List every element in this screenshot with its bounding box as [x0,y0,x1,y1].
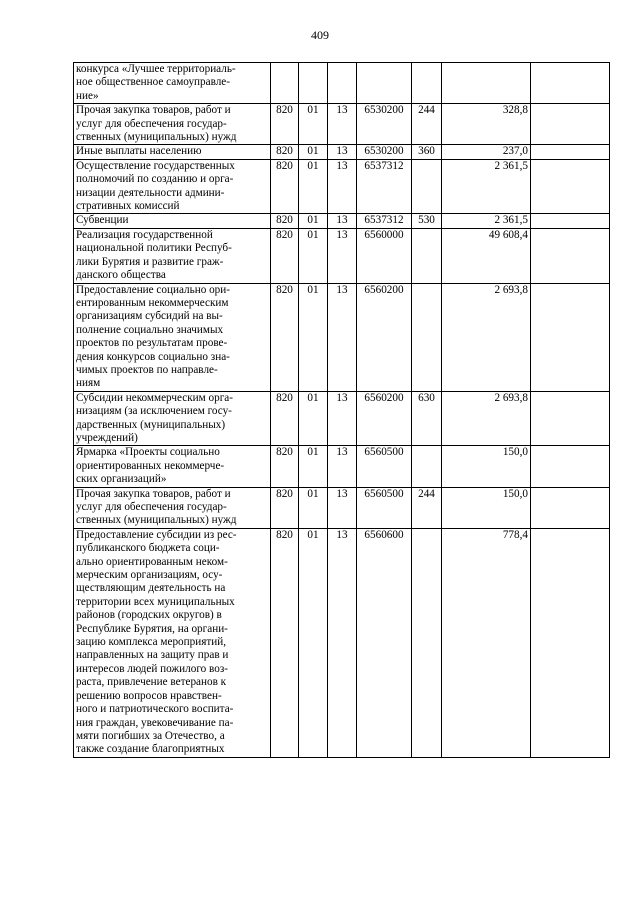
cell-item-name [74,214,271,228]
cell-extra [531,391,610,446]
cell-extra [531,283,610,391]
cell-target-article: 6537312 [357,159,412,214]
item-name-line: Предоставление социально ори- [76,283,230,296]
cell-subsection: 13 [328,145,357,159]
cell-grbs: 820 [271,159,299,214]
cell-item-name [74,283,271,391]
cell-subsection: 13 [328,104,357,145]
cell-item-name [74,145,271,159]
table-row [74,487,610,528]
item-name-line: ниям [76,377,101,390]
item-name-line: чимых проектов по направле- [76,363,218,376]
cell-subsection: 13 [328,214,357,228]
cell-grbs: 820 [271,214,299,228]
item-name-line: Прочая закупка товаров, работ и [76,104,231,117]
cell-extra [531,487,610,528]
table-row [74,104,610,145]
cell-subsection: 13 [328,283,357,391]
table-row [74,391,610,446]
cell-target-article: 6560600 [357,528,412,757]
item-name-line: национальной политики Респуб- [76,242,232,255]
item-name-line: ориентированных некоммерче- [76,459,225,472]
cell-extra [531,528,610,757]
cell-item-name [74,528,271,757]
item-name-line: Субсидии некоммерческим орга- [76,391,233,404]
item-name-line: конкурса «Лучшее территориаль- [76,63,236,75]
item-name-line: данского общества [76,269,166,282]
table-row [74,63,610,104]
cell-section: 01 [299,228,328,283]
item-name-line: мерческим организациям, осу- [76,569,223,582]
item-name-line: Ярмарка «Проекты социально [76,446,220,459]
item-name-line: полномочий по созданию и орга- [76,173,234,186]
item-name-line: решению вопросов нравствен- [76,689,222,702]
item-name-line: организациям субсидий на вы- [76,310,223,323]
cell-grbs: 820 [271,391,299,446]
cell-grbs: 820 [271,104,299,145]
cell-expense-type [412,283,442,391]
item-name-line: низации деятельности админи- [76,186,225,199]
cell-target-article: 6530200 [357,104,412,145]
cell-target-article: 6560200 [357,283,412,391]
item-name-line: Реализация государственной [76,228,213,241]
cell-grbs [271,63,299,104]
item-name-line: зацию комплекса мероприятий, [76,636,227,649]
cell-amount: 49 608,4 [442,228,531,283]
cell-target-article: 6560500 [357,446,412,487]
cell-grbs: 820 [271,487,299,528]
item-name-line: ное общественное самоуправле- [76,76,230,89]
cell-section: 01 [299,159,328,214]
cell-extra [531,214,610,228]
cell-section: 01 [299,283,328,391]
cell-amount: 2 361,5 [442,159,531,214]
cell-grbs: 820 [271,446,299,487]
cell-item-name [74,63,271,104]
cell-subsection: 13 [328,446,357,487]
cell-extra [531,104,610,145]
cell-extra [531,145,610,159]
item-name-line: ственных (муниципальных) нужд [76,514,237,527]
item-name-line: направленных на защиту прав и [76,649,229,662]
cell-subsection: 13 [328,487,357,528]
page-number: 409 [311,28,329,42]
cell-item-name [74,104,271,145]
cell-target-article: 6560000 [357,228,412,283]
cell-subsection [328,63,357,104]
cell-expense-type: 530 [412,214,442,228]
cell-amount: 2 361,5 [442,214,531,228]
item-name-line: ния граждан, увековечивание па- [76,716,234,729]
cell-item-name [74,391,271,446]
cell-item-name [74,228,271,283]
item-name-line: ально ориентированным неком- [76,555,228,568]
cell-section: 01 [299,528,328,757]
item-name-line: лики Бурятия и развитие граж- [76,255,224,268]
item-name-line: дарственных (муниципальных) [76,418,226,431]
cell-amount: 2 693,8 [442,391,531,446]
table-row [74,228,610,283]
item-name-line: ного и патриотического воспита- [76,703,234,716]
item-name-line: учреждений) [76,431,138,444]
cell-expense-type: 360 [412,145,442,159]
cell-amount: 2 693,8 [442,283,531,391]
cell-amount: 237,0 [442,145,531,159]
cell-target-article: 6537312 [357,214,412,228]
cell-extra [531,446,610,487]
cell-extra [531,228,610,283]
table-row [74,159,610,214]
item-name-line: мяти погибших за Отечество, а [76,729,225,742]
cell-expense-type: 244 [412,104,442,145]
item-name-line: территории всех муниципальных [76,595,235,608]
cell-section [299,63,328,104]
cell-grbs: 820 [271,228,299,283]
cell-target-article: 6530200 [357,145,412,159]
table-row [74,446,610,487]
cell-item-name [74,446,271,487]
item-name-line: Предоставление субсидии из рес- [76,528,237,541]
cell-subsection: 13 [328,391,357,446]
cell-amount: 328,8 [442,104,531,145]
item-name-line: ственных (муниципальных) нужд [76,131,237,144]
item-name-line: Прочая закупка товаров, работ и [76,487,231,500]
item-name-line: стративных комиссий [76,200,180,213]
cell-expense-type [412,63,442,104]
cell-amount: 778,4 [442,528,531,757]
cell-amount [442,63,531,104]
item-name-line: публиканского бюджета соци- [76,542,220,555]
item-name-line: Осуществление государственных [76,159,235,172]
cell-amount: 150,0 [442,446,531,487]
cell-extra [531,63,610,104]
cell-expense-type: 630 [412,391,442,446]
cell-expense-type [412,446,442,487]
item-name-line: Республике Бурятия, на органи- [76,622,228,635]
table-row [74,145,610,159]
cell-subsection: 13 [328,159,357,214]
cell-item-name [74,159,271,214]
cell-section: 01 [299,104,328,145]
cell-target-article [357,63,412,104]
item-name-line: ских организаций» [76,473,167,486]
cell-section: 01 [299,214,328,228]
budget-table-body [74,63,610,758]
item-name-line: Иные выплаты населению [76,145,202,158]
cell-subsection: 13 [328,228,357,283]
cell-expense-type [412,159,442,214]
item-name-line: проектов по результатам прове- [76,337,228,350]
item-name-line: также создание благоприятных [76,743,225,756]
cell-target-article: 6560200 [357,391,412,446]
cell-section: 01 [299,145,328,159]
item-name-line: интересов людей пожилого воз- [76,662,228,675]
cell-section: 01 [299,487,328,528]
table-row [74,283,610,391]
table-row [74,214,610,228]
item-name-line: районов (городских округов) в [76,609,222,622]
cell-subsection: 13 [328,528,357,757]
cell-section: 01 [299,446,328,487]
item-name-line: ществляющим деятельность на [76,582,226,595]
cell-grbs: 820 [271,145,299,159]
table-row [74,528,610,757]
cell-grbs: 820 [271,528,299,757]
item-name-line: ентированным некоммерческим [76,296,229,309]
cell-amount: 150,0 [442,487,531,528]
item-name-line: Субвенции [76,214,129,227]
cell-section: 01 [299,391,328,446]
cell-grbs: 820 [271,283,299,391]
item-name-line: низациям (за исключением госу- [76,405,232,418]
item-name-line: услуг для обеспечения государ- [76,501,227,513]
cell-expense-type [412,228,442,283]
cell-target-article: 6560500 [357,487,412,528]
item-name-line: дения конкурсов социально зна- [76,350,230,363]
cell-expense-type: 244 [412,487,442,528]
cell-item-name [74,487,271,528]
budget-table [73,62,610,758]
item-name-line: услуг для обеспечения государ- [76,117,227,130]
item-name-line: раста, привлечение ветеранов к [76,676,227,689]
item-name-line: полнение социально значимых [76,323,224,336]
item-name-line: ние» [76,89,99,102]
cell-expense-type [412,528,442,757]
cell-extra [531,159,610,214]
